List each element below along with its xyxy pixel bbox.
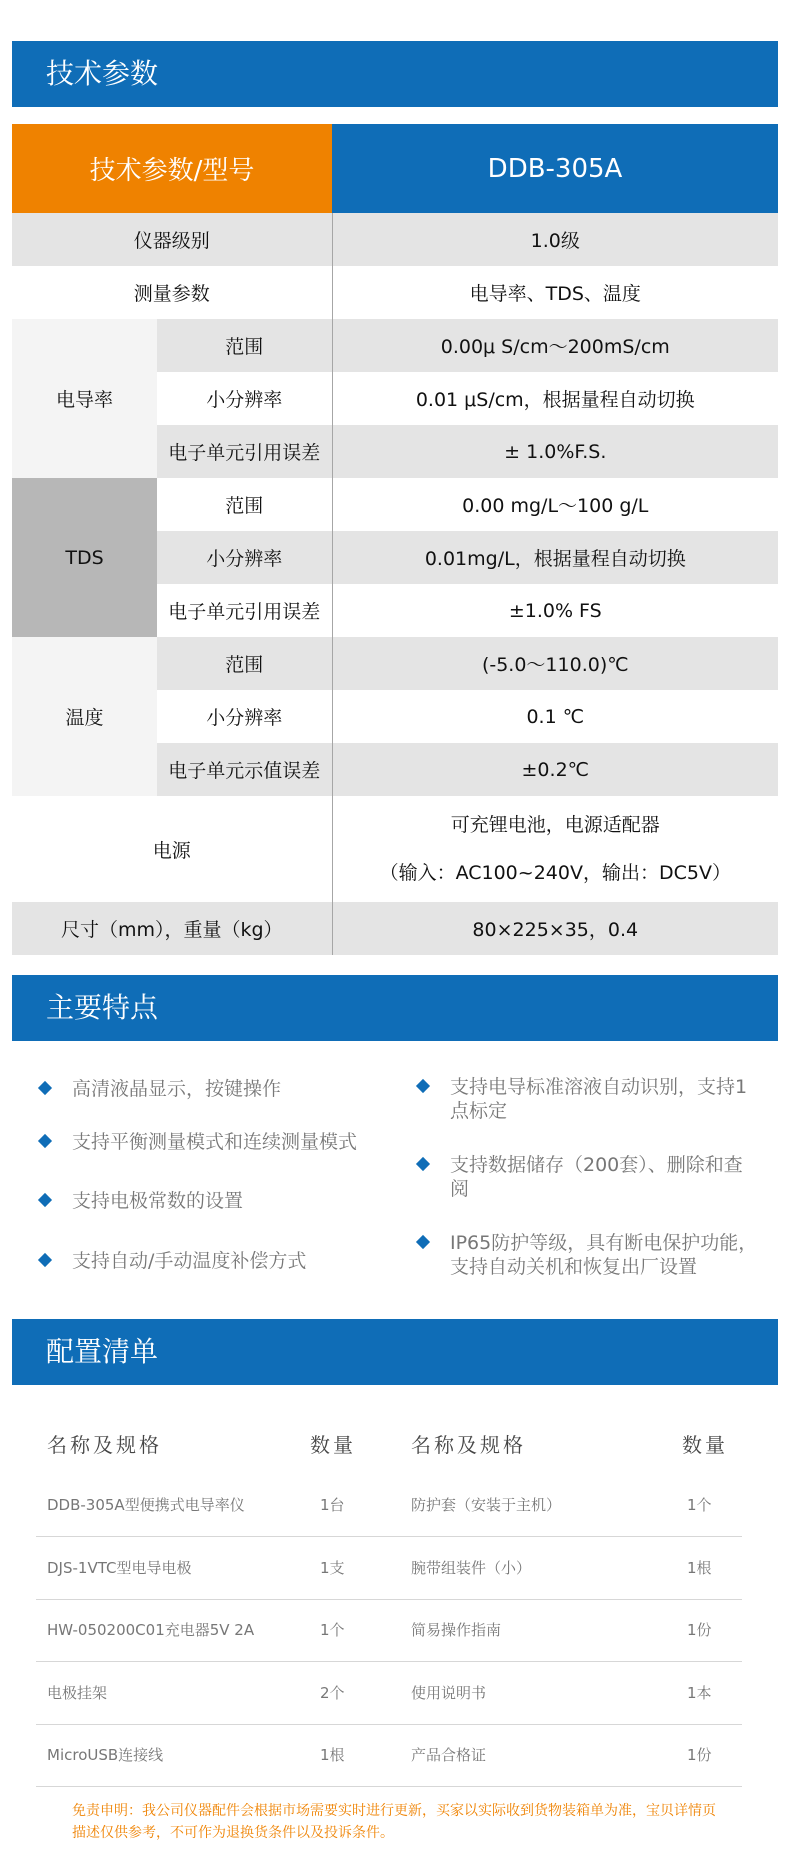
- disclaimer-line: 免责申明：我公司仪器配件会根据市场需要实时进行更新，买家以实际收到货物装箱单为准，宝贝详情页: [72, 1803, 716, 1819]
- section-title-tech: 技术参数: [12, 41, 778, 107]
- spec-header-label: 技术参数/型号: [12, 124, 332, 213]
- config-item-qty: 1台: [320, 1496, 345, 1514]
- feature-item: 高清液晶显示，按键操作: [72, 1078, 282, 1100]
- config-item-name: 使用说明书: [411, 1684, 487, 1702]
- config-header-name: 名称及规格: [411, 1433, 526, 1457]
- bullet-diamond-icon: [38, 1134, 52, 1148]
- config-row: [36, 1474, 742, 1537]
- config-header-name: 名称及规格: [47, 1433, 162, 1457]
- feature-item: [450, 1075, 770, 1123]
- feature-item: 支持平衡测量模式和连续测量模式: [72, 1131, 358, 1153]
- spec-tds-res: 0.01mg/L，根据量程自动切换: [332, 531, 778, 584]
- feature-item-line: 支持电导标准溶液自动识别，支持1: [450, 1076, 748, 1098]
- feature-item-line: 阅: [450, 1178, 470, 1200]
- bullet-diamond-icon: [416, 1157, 430, 1171]
- config-row: [36, 1724, 742, 1787]
- bullet-diamond-icon: [38, 1253, 52, 1267]
- spec-measure-label: 测量参数: [12, 266, 332, 319]
- config-item-qty: 1本: [687, 1684, 712, 1702]
- config-item-name: DJS-1VTC型电导电极: [47, 1559, 192, 1577]
- config-item-qty: 2个: [320, 1684, 345, 1702]
- spec-tds-err-label: 电子单元引用误差: [157, 584, 332, 637]
- spec-conductivity-range-label: 范围: [157, 319, 332, 372]
- spec-temperature-range-label: 范围: [157, 637, 332, 690]
- spec-conductivity-err: ± 1.0%F.S.: [332, 425, 778, 478]
- spec-temperature-err-label: 电子单元示值误差: [157, 743, 332, 796]
- config-row: [36, 1599, 742, 1662]
- spec-temperature-res: 0.1 ℃: [332, 690, 778, 743]
- bullet-diamond-icon: [38, 1081, 52, 1095]
- feature-item: 支持电极常数的设置: [72, 1190, 244, 1212]
- spec-conductivity-range: 0.00μ S/cm～200mS/cm: [332, 319, 778, 372]
- disclaimer-line: 描述仅供参考，不可作为退换货条件以及投诉条件。: [72, 1825, 394, 1841]
- config-item-name: 产品合格证: [411, 1746, 487, 1764]
- spec-temperature-res-label: 小分辨率: [157, 690, 332, 743]
- feature-item-line: 支持数据储存（200套）、删除和查: [450, 1154, 743, 1176]
- config-item-name: 腕带组装件（小）: [411, 1559, 532, 1577]
- config-item-name: 简易操作指南: [411, 1621, 502, 1639]
- feature-item-line: 点标定: [450, 1100, 508, 1122]
- bullet-diamond-icon: [38, 1193, 52, 1207]
- disclaimer: [72, 1800, 722, 1844]
- config-item-qty: 1个: [687, 1496, 712, 1514]
- config-item-qty: 1根: [687, 1559, 712, 1577]
- spec-group-tds: TDS: [12, 478, 157, 637]
- spec-temperature-range: (-5.0～110.0)℃: [332, 637, 778, 690]
- config-item-name: DDB-305A型便携式电导率仪: [47, 1496, 245, 1514]
- config-item-qty: 1个: [320, 1621, 345, 1639]
- feature-item: [450, 1231, 770, 1279]
- spec-temperature-err: ±0.2℃: [332, 743, 778, 796]
- bullet-diamond-icon: [416, 1079, 430, 1093]
- bullet-diamond-icon: [416, 1235, 430, 1249]
- config-item-qty: 1份: [687, 1746, 712, 1764]
- spec-conductivity-res-label: 小分辨率: [157, 372, 332, 425]
- spec-power-label: 电源: [12, 796, 332, 902]
- config-item-name: HW-050200C01充电器5V 2A: [47, 1621, 255, 1639]
- config-item-name: MicroUSB连接线: [47, 1746, 164, 1764]
- spec-tds-range: 0.00 mg/L～100 g/L: [332, 478, 778, 531]
- spec-level-label: 仪器级别: [12, 213, 332, 266]
- spec-size-value: 80×225×35，0.4: [332, 902, 778, 955]
- spec-conductivity-res: 0.01 μS/cm，根据量程自动切换: [332, 372, 778, 425]
- config-item-name: 电极挂架: [47, 1684, 108, 1702]
- spec-conductivity-err-label: 电子单元引用误差: [157, 425, 332, 478]
- spec-group-temperature: 温度: [12, 637, 157, 796]
- spec-table: [12, 124, 778, 955]
- spec-tds-res-label: 小分辨率: [157, 531, 332, 584]
- spec-header-model: DDB-305A: [332, 124, 778, 213]
- spec-measure-value: 电导率、TDS、温度: [332, 266, 778, 319]
- feature-item: [450, 1153, 770, 1201]
- config-item-qty: 1份: [687, 1621, 712, 1639]
- feature-item: 支持自动/手动温度补偿方式: [72, 1250, 307, 1272]
- spec-group-conductivity: 电导率: [12, 319, 157, 478]
- spec-size-label: 尺寸（mm），重量（kg）: [12, 902, 332, 955]
- config-header-qty: 数量: [310, 1433, 356, 1457]
- config-item-name: 防护套（安装于主机）: [411, 1496, 562, 1514]
- spec-power-value: [332, 796, 778, 902]
- config-row: [36, 1662, 742, 1725]
- spec-tds-range-label: 范围: [157, 478, 332, 531]
- feature-item-line: IP65防护等级，具有断电保护功能，: [450, 1232, 758, 1254]
- section-title-config: 配置清单: [12, 1319, 778, 1385]
- spec-level-value: 1.0级: [332, 213, 778, 266]
- config-row: [36, 1537, 742, 1600]
- spec-power-line2: （输入：AC100~240V，输出：DC5V）: [379, 862, 731, 884]
- config-header-qty: 数量: [682, 1433, 728, 1457]
- feature-item-line: 支持自动关机和恢复出厂设置: [450, 1256, 698, 1278]
- spec-power-line1: 可充锂电池，电源适配器: [450, 814, 660, 836]
- spec-tds-err: ±1.0% FS: [332, 584, 778, 637]
- config-item-qty: 1支: [320, 1559, 345, 1577]
- section-title-features: 主要特点: [12, 975, 778, 1041]
- config-item-qty: 1根: [320, 1746, 345, 1764]
